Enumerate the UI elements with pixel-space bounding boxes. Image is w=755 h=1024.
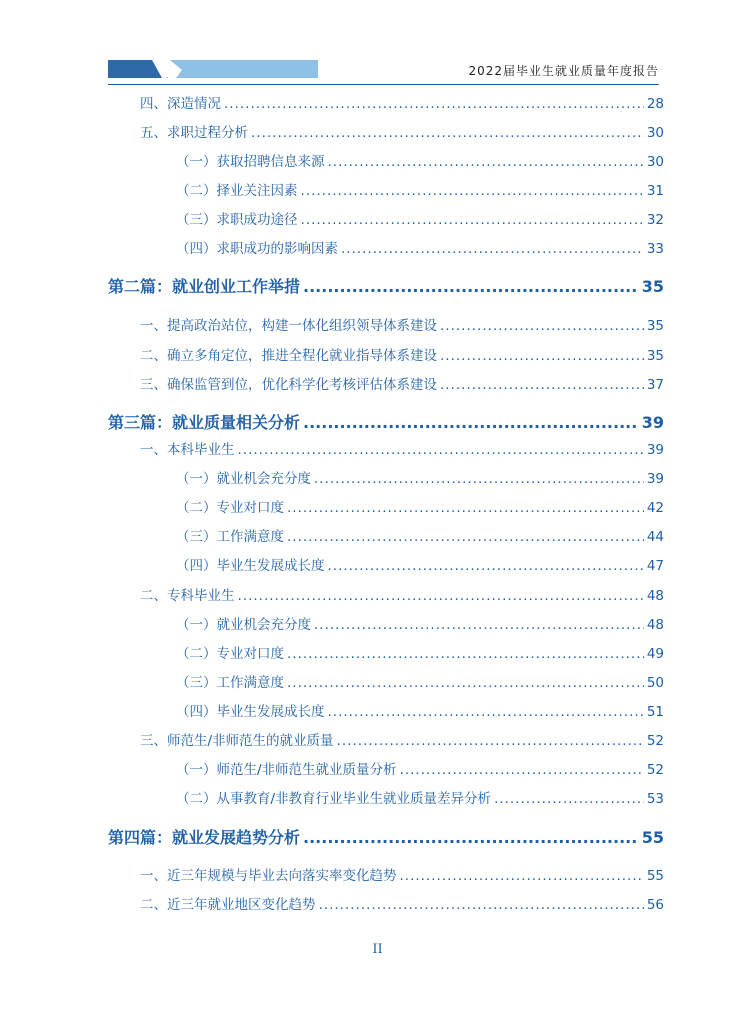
header-logo-band <box>108 60 318 78</box>
page-number: II <box>372 942 383 957</box>
toc-entry[interactable] <box>106 92 664 112</box>
toc-entry-label: 三、确保监管到位，优化科学化考核评估体系建设 <box>140 377 437 393</box>
toc-leader-dots <box>440 348 644 364</box>
toc-leader-dots <box>341 241 644 257</box>
toc-entry-page: 44 <box>646 529 664 545</box>
toc-entry-label: （三）工作满意度 <box>176 675 284 691</box>
toc-entry-label: （四）毕业生发展成长度 <box>176 558 325 574</box>
toc-entry-page: 48 <box>646 617 664 633</box>
toc-leader-dots <box>301 212 644 228</box>
toc-entry-page: 35 <box>646 318 664 334</box>
toc-entry-page: 48 <box>646 588 664 604</box>
toc-leader-dots <box>238 442 644 458</box>
toc-entry-page: 39 <box>646 471 664 487</box>
toc-entry-label: （一）就业机会充分度 <box>176 471 311 487</box>
toc-entry-page: 39 <box>641 413 664 432</box>
toc-entry[interactable] <box>106 864 664 884</box>
toc-entry-label: （一）就业机会充分度 <box>176 617 311 633</box>
toc-entry[interactable] <box>106 314 664 334</box>
toc-leader-dots <box>400 762 644 778</box>
toc-entry-page: 52 <box>646 762 664 778</box>
toc-entry-page: 42 <box>646 500 664 516</box>
toc-leader-dots <box>303 828 639 847</box>
toc-entry[interactable] <box>106 438 664 458</box>
toc-entry-label: 第二篇：就业创业工作举措 <box>108 277 301 296</box>
toc-entry[interactable] <box>106 344 664 364</box>
toc-entry[interactable] <box>106 237 664 257</box>
toc-leader-dots <box>303 277 639 296</box>
toc-entry-label: 二、近三年就业地区变化趋势 <box>140 897 316 913</box>
report-title: 2022届毕业生就业质量年度报告 <box>468 64 659 78</box>
toc-leader-dots <box>287 529 644 545</box>
toc-entry[interactable] <box>106 121 664 141</box>
toc-leader-dots <box>314 471 644 487</box>
toc-leader-dots <box>328 558 644 574</box>
toc-leader-dots <box>303 413 639 432</box>
toc-entry-label: 一、提高政治站位，构建一体化组织领导体系建设 <box>140 318 437 334</box>
toc-entry-page: 28 <box>646 96 664 112</box>
toc-entry-label: 二、确立多角定位，推进全程化就业指导体系建设 <box>140 348 437 364</box>
toc-leader-dots <box>287 675 644 691</box>
toc-entry[interactable] <box>106 613 664 633</box>
toc-entry[interactable] <box>106 787 664 807</box>
toc-entry-label: （四）求职成功的影响因素 <box>176 241 338 257</box>
toc-entry-label: （三）工作满意度 <box>176 529 284 545</box>
toc-entry[interactable] <box>106 642 664 662</box>
toc-leader-dots <box>328 704 644 720</box>
toc-entry[interactable] <box>106 150 664 170</box>
toc-entry-page: 55 <box>641 828 664 847</box>
toc-entry-label: （三）求职成功途径 <box>176 212 298 228</box>
toc-entry-page: 30 <box>646 154 664 170</box>
toc-entry[interactable] <box>106 554 664 574</box>
toc-entry-label: 第三篇：就业质量相关分析 <box>108 413 301 432</box>
toc-entry-page: 47 <box>646 558 664 574</box>
toc-entry-page: 52 <box>646 733 664 749</box>
toc-entry-page: 56 <box>646 897 664 913</box>
toc-entry-page: 49 <box>646 646 664 662</box>
toc-entry-page: 35 <box>646 348 664 364</box>
toc-entry-label: 五、求职过程分析 <box>140 125 248 141</box>
toc-entry-label: （一）获取招聘信息来源 <box>176 154 325 170</box>
toc-entry-label: （四）毕业生发展成长度 <box>176 704 325 720</box>
toc-entry-label: （二）从事教育/非教育行业毕业生就业质量差异分析 <box>176 791 492 807</box>
toc-entry-label: 一、近三年规模与毕业去向落实率变化趋势 <box>140 868 397 884</box>
toc-entry[interactable] <box>106 729 664 749</box>
toc-entry[interactable] <box>106 584 664 604</box>
toc-entry-label: （二）专业对口度 <box>176 500 284 516</box>
toc-leader-dots <box>440 318 644 334</box>
toc-entry[interactable] <box>106 700 664 720</box>
toc-leader-dots <box>328 154 644 170</box>
toc-part-entry[interactable] <box>106 825 664 848</box>
toc-leader-dots <box>301 183 644 199</box>
toc-leader-dots <box>251 125 644 141</box>
toc-entry[interactable] <box>106 208 664 228</box>
toc-entry[interactable] <box>106 671 664 691</box>
toc-entry[interactable] <box>106 525 664 545</box>
toc-leader-dots <box>440 377 644 393</box>
toc-part-entry[interactable] <box>106 274 664 297</box>
toc-entry[interactable] <box>106 893 664 913</box>
toc-entry-page: 50 <box>646 675 664 691</box>
header-divider <box>108 84 659 85</box>
toc-entry-label: 二、专科毕业生 <box>140 588 235 604</box>
toc-entry-label: （一）师范生/非师范生就业质量分析 <box>176 762 397 778</box>
toc-entry-page: 32 <box>646 212 664 228</box>
toc-entry-page: 31 <box>646 183 664 199</box>
toc-leader-dots <box>494 791 644 807</box>
toc-entry-label: （二）专业对口度 <box>176 646 284 662</box>
toc-leader-dots <box>238 588 644 604</box>
toc-leader-dots <box>319 897 644 913</box>
toc-part-entry[interactable] <box>106 410 664 433</box>
toc-entry[interactable] <box>106 758 664 778</box>
toc-entry-page: 37 <box>646 377 664 393</box>
toc-leader-dots <box>287 646 644 662</box>
toc-entry-page: 33 <box>646 241 664 257</box>
toc-entry-page: 35 <box>641 277 664 296</box>
toc-leader-dots <box>314 617 644 633</box>
toc-entry-page: 53 <box>646 791 664 807</box>
toc-leader-dots <box>287 500 644 516</box>
toc-entry-label: 一、本科毕业生 <box>140 442 235 458</box>
toc-entry-label: 三、师范生/非师范生的就业质量 <box>140 733 334 749</box>
toc-entry-page: 39 <box>646 442 664 458</box>
toc-entry-label: （二）择业关注因素 <box>176 183 298 199</box>
toc-entry-page: 55 <box>646 868 664 884</box>
toc-entry-page: 30 <box>646 125 664 141</box>
toc-entry[interactable] <box>106 496 664 516</box>
toc-leader-dots <box>400 868 644 884</box>
toc-entry[interactable] <box>106 373 664 393</box>
toc-entry-page: 51 <box>646 704 664 720</box>
toc-entry[interactable] <box>106 179 664 199</box>
toc-leader-dots <box>224 96 644 112</box>
toc-entry-label: 第四篇：就业发展趋势分析 <box>108 828 301 847</box>
toc-leader-dots <box>337 733 644 749</box>
toc-entry-label: 四、深造情况 <box>140 96 221 112</box>
toc-entry[interactable] <box>106 467 664 487</box>
